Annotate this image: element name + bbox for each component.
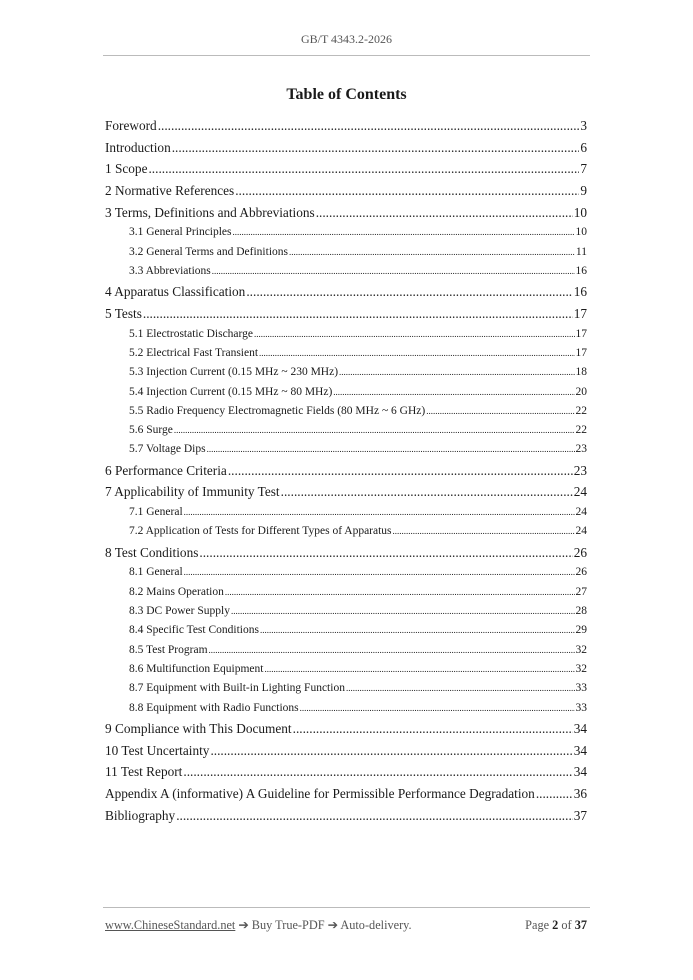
toc-entry[interactable] [105, 660, 587, 679]
toc-entry-label: 9 Compliance with This Document [105, 720, 292, 736]
toc-entry-label: 5 Tests [105, 306, 142, 322]
footer-left [105, 918, 412, 933]
dot-leader [393, 522, 575, 541]
toc-entry-page: 37 [573, 807, 587, 823]
document-code-header: GB/T 4343.2-2026 [300, 32, 393, 46]
toc-entry-label: 4 Apparatus Classification [105, 284, 246, 300]
toc-entry-label: 8.6 Multifunction Equipment [129, 662, 264, 675]
toc-entry-page: 33 [575, 701, 587, 714]
toc-entry[interactable] [105, 542, 587, 564]
toc-entry-label: 5.7 Voltage Dips [129, 443, 206, 456]
toc-entry[interactable] [105, 262, 587, 281]
toc-entry-label: Foreword [105, 118, 157, 133]
total-pages: 37 [574, 918, 587, 932]
dot-leader [228, 460, 573, 482]
dot-leader [281, 481, 573, 503]
toc-entry[interactable] [105, 481, 587, 503]
toc-entry[interactable] [105, 522, 587, 541]
toc-entry-label: 3 Terms, Definitions and Abbreviations [105, 204, 315, 220]
toc-entry-label: Bibliography [105, 807, 176, 823]
toc-entry[interactable] [105, 503, 587, 522]
footer [105, 918, 587, 933]
header-divider [103, 55, 590, 56]
table-of-contents [105, 115, 587, 826]
toc-entry-label: 5.4 Injection Current (0.15 MHz ~ 80 MHz) [129, 385, 333, 398]
toc-entry[interactable] [105, 115, 587, 137]
dot-leader [210, 740, 572, 762]
dot-leader [158, 115, 580, 137]
dot-leader [207, 440, 575, 459]
toc-entry-label: 5.3 Injection Current (0.15 MHz ~ 230 MHz) [129, 366, 339, 379]
current-page-number: 2 [552, 918, 559, 932]
toc-entry-page: 11 [575, 245, 587, 258]
toc-entry[interactable] [105, 281, 587, 303]
toc-entry-page: 20 [575, 385, 587, 398]
page-word: Page [525, 918, 550, 932]
toc-entry-page: 17 [575, 347, 587, 359]
toc-entry-label: 8.4 Specific Test Conditions [129, 624, 259, 637]
toc-entry[interactable] [105, 180, 587, 202]
dot-leader [260, 621, 575, 640]
toc-entry-label: Introduction [105, 139, 171, 155]
toc-entry[interactable] [105, 699, 587, 718]
toc-entry-label: 8 Test Conditions [105, 544, 199, 560]
toc-entry-label: 5.1 Electrostatic Discharge [129, 327, 254, 340]
dot-leader [199, 542, 572, 564]
toc-entry[interactable] [105, 383, 587, 402]
toc-entry[interactable] [105, 563, 587, 582]
toc-entry-page: 33 [575, 682, 587, 695]
toc-entry[interactable] [105, 761, 587, 783]
toc-entry-page: 16 [575, 265, 587, 278]
toc-entry[interactable] [105, 460, 587, 482]
dot-leader [264, 660, 574, 679]
toc-entry-label: 5.5 Radio Frequency Electromagnetic Fields (80 MHz ~ 6 GHz) [129, 404, 426, 417]
toc-entry-page: 9 [580, 183, 587, 199]
toc-entry-page: 23 [573, 462, 587, 478]
toc-entry-page: 34 [573, 720, 587, 736]
dot-leader [333, 383, 574, 402]
toc-entry-page: 16 [573, 284, 587, 300]
dot-leader [426, 402, 574, 421]
toc-entry[interactable] [105, 344, 587, 363]
toc-entry-page: 6 [580, 139, 587, 155]
toc-entry-label: 3.3 Abbreviations [129, 265, 211, 278]
page-indicator [525, 918, 587, 933]
dot-leader [233, 223, 575, 242]
toc-entry[interactable] [105, 440, 587, 459]
toc-entry[interactable] [105, 137, 587, 159]
toc-entry-page: 10 [575, 226, 587, 239]
toc-entry-label: 8.1 General [129, 566, 183, 579]
toc-entry-page: 10 [573, 204, 587, 220]
dot-leader [143, 303, 573, 325]
toc-entry[interactable] [105, 421, 587, 440]
dot-leader [184, 563, 575, 582]
dot-leader [300, 699, 575, 718]
dot-leader [346, 679, 575, 698]
website-link[interactable]: www.ChineseStandard.net [105, 918, 236, 932]
of-word: of [561, 918, 572, 932]
dot-leader [212, 262, 575, 281]
toc-entry-label: 8.8 Equipment with Radio Functions [129, 701, 299, 714]
toc-entry-label: Appendix A (informative) A Guideline for Permissible Performance Degradation [105, 785, 535, 801]
toc-entry-label: 8.3 DC Power Supply [129, 605, 230, 618]
dot-leader [225, 583, 575, 602]
toc-entry[interactable] [105, 583, 587, 602]
toc-entry-page: 27 [575, 585, 587, 598]
toc-entry-page: 26 [575, 566, 587, 579]
toc-entry-page: 32 [575, 643, 587, 656]
dot-leader [231, 602, 575, 621]
toc-entry[interactable] [105, 783, 587, 805]
toc-entry-page: 34 [573, 764, 587, 780]
toc-entry-label: 1 Scope [105, 161, 148, 177]
dot-leader [172, 137, 580, 159]
toc-entry-page: 32 [575, 662, 587, 675]
toc-entry[interactable] [105, 243, 587, 262]
dot-leader [254, 325, 574, 344]
toc-entry-page: 18 [575, 366, 587, 379]
toc-entry[interactable] [105, 303, 587, 325]
toc-entry[interactable] [105, 641, 587, 660]
toc-entry-label: 5.2 Electrical Fast Transient [129, 347, 259, 359]
dot-leader [246, 281, 572, 303]
toc-entry[interactable] [105, 621, 587, 640]
toc-entry-label: 7.1 General [129, 506, 183, 519]
toc-entry-page: 26 [573, 544, 587, 560]
dot-leader [176, 805, 573, 827]
toc-entry[interactable] [105, 718, 587, 740]
toc-entry-page: 22 [575, 424, 587, 437]
toc-entry[interactable] [105, 158, 587, 180]
toc-entry-page: 3 [580, 118, 587, 133]
page-title: Table of Contents [286, 86, 407, 103]
toc-entry-page: 36 [573, 785, 587, 801]
toc-entry-label: 10 Test Uncertainty [105, 742, 210, 758]
dot-leader [235, 180, 579, 202]
toc-entry[interactable] [105, 740, 587, 762]
buy-promo-text: ➔ Buy True-PDF ➔ Auto-delivery. [235, 918, 412, 932]
toc-entry-page: 23 [575, 443, 587, 456]
toc-entry[interactable] [105, 223, 587, 242]
dot-leader [184, 503, 575, 522]
toc-entry[interactable] [105, 325, 587, 344]
dot-leader [289, 243, 575, 262]
toc-entry-page: 29 [575, 624, 587, 637]
toc-entry[interactable] [105, 679, 587, 698]
footer-divider [103, 907, 590, 908]
dot-leader [316, 202, 573, 224]
toc-entry[interactable] [105, 402, 587, 421]
dot-leader [536, 783, 573, 805]
toc-entry-page: 17 [573, 306, 587, 322]
toc-entry[interactable] [105, 363, 587, 382]
toc-entry-page: 7 [580, 161, 587, 177]
dot-leader [148, 158, 579, 180]
toc-entry-label: 3.1 General Principles [129, 226, 232, 239]
toc-entry-label: 3.2 General Terms and Definitions [129, 245, 288, 258]
toc-entry-page: 24 [575, 506, 587, 519]
toc-entry[interactable] [105, 202, 587, 224]
dot-leader [183, 761, 572, 783]
toc-entry-label: 2 Normative References [105, 183, 235, 199]
toc-entry-label: 7.2 Application of Tests for Different Types of Apparatus [129, 525, 392, 538]
toc-entry-page: 34 [573, 742, 587, 758]
dot-leader [174, 421, 575, 440]
toc-entry-page: 22 [575, 404, 587, 417]
dot-leader [293, 718, 573, 740]
toc-entry-page: 24 [573, 484, 587, 500]
toc-entry-page: 24 [575, 525, 587, 538]
toc-entry[interactable] [105, 602, 587, 621]
toc-entry-label: 6 Performance Criteria [105, 462, 227, 478]
toc-entry[interactable] [105, 805, 587, 827]
toc-entry-page: 28 [575, 605, 587, 618]
dot-leader [209, 641, 575, 660]
toc-entry-label: 8.7 Equipment with Built-in Lighting Function [129, 682, 345, 695]
toc-entry-label: 7 Applicability of Immunity Test [105, 484, 280, 500]
dot-leader [259, 344, 574, 363]
toc-entry-page: 17 [575, 327, 587, 340]
toc-entry-label: 8.2 Mains Operation [129, 585, 224, 598]
toc-entry-label: 11 Test Report [105, 764, 183, 780]
dot-leader [339, 363, 574, 382]
toc-entry-label: 8.5 Test Program [129, 643, 208, 656]
toc-entry-label: 5.6 Surge [129, 424, 173, 437]
